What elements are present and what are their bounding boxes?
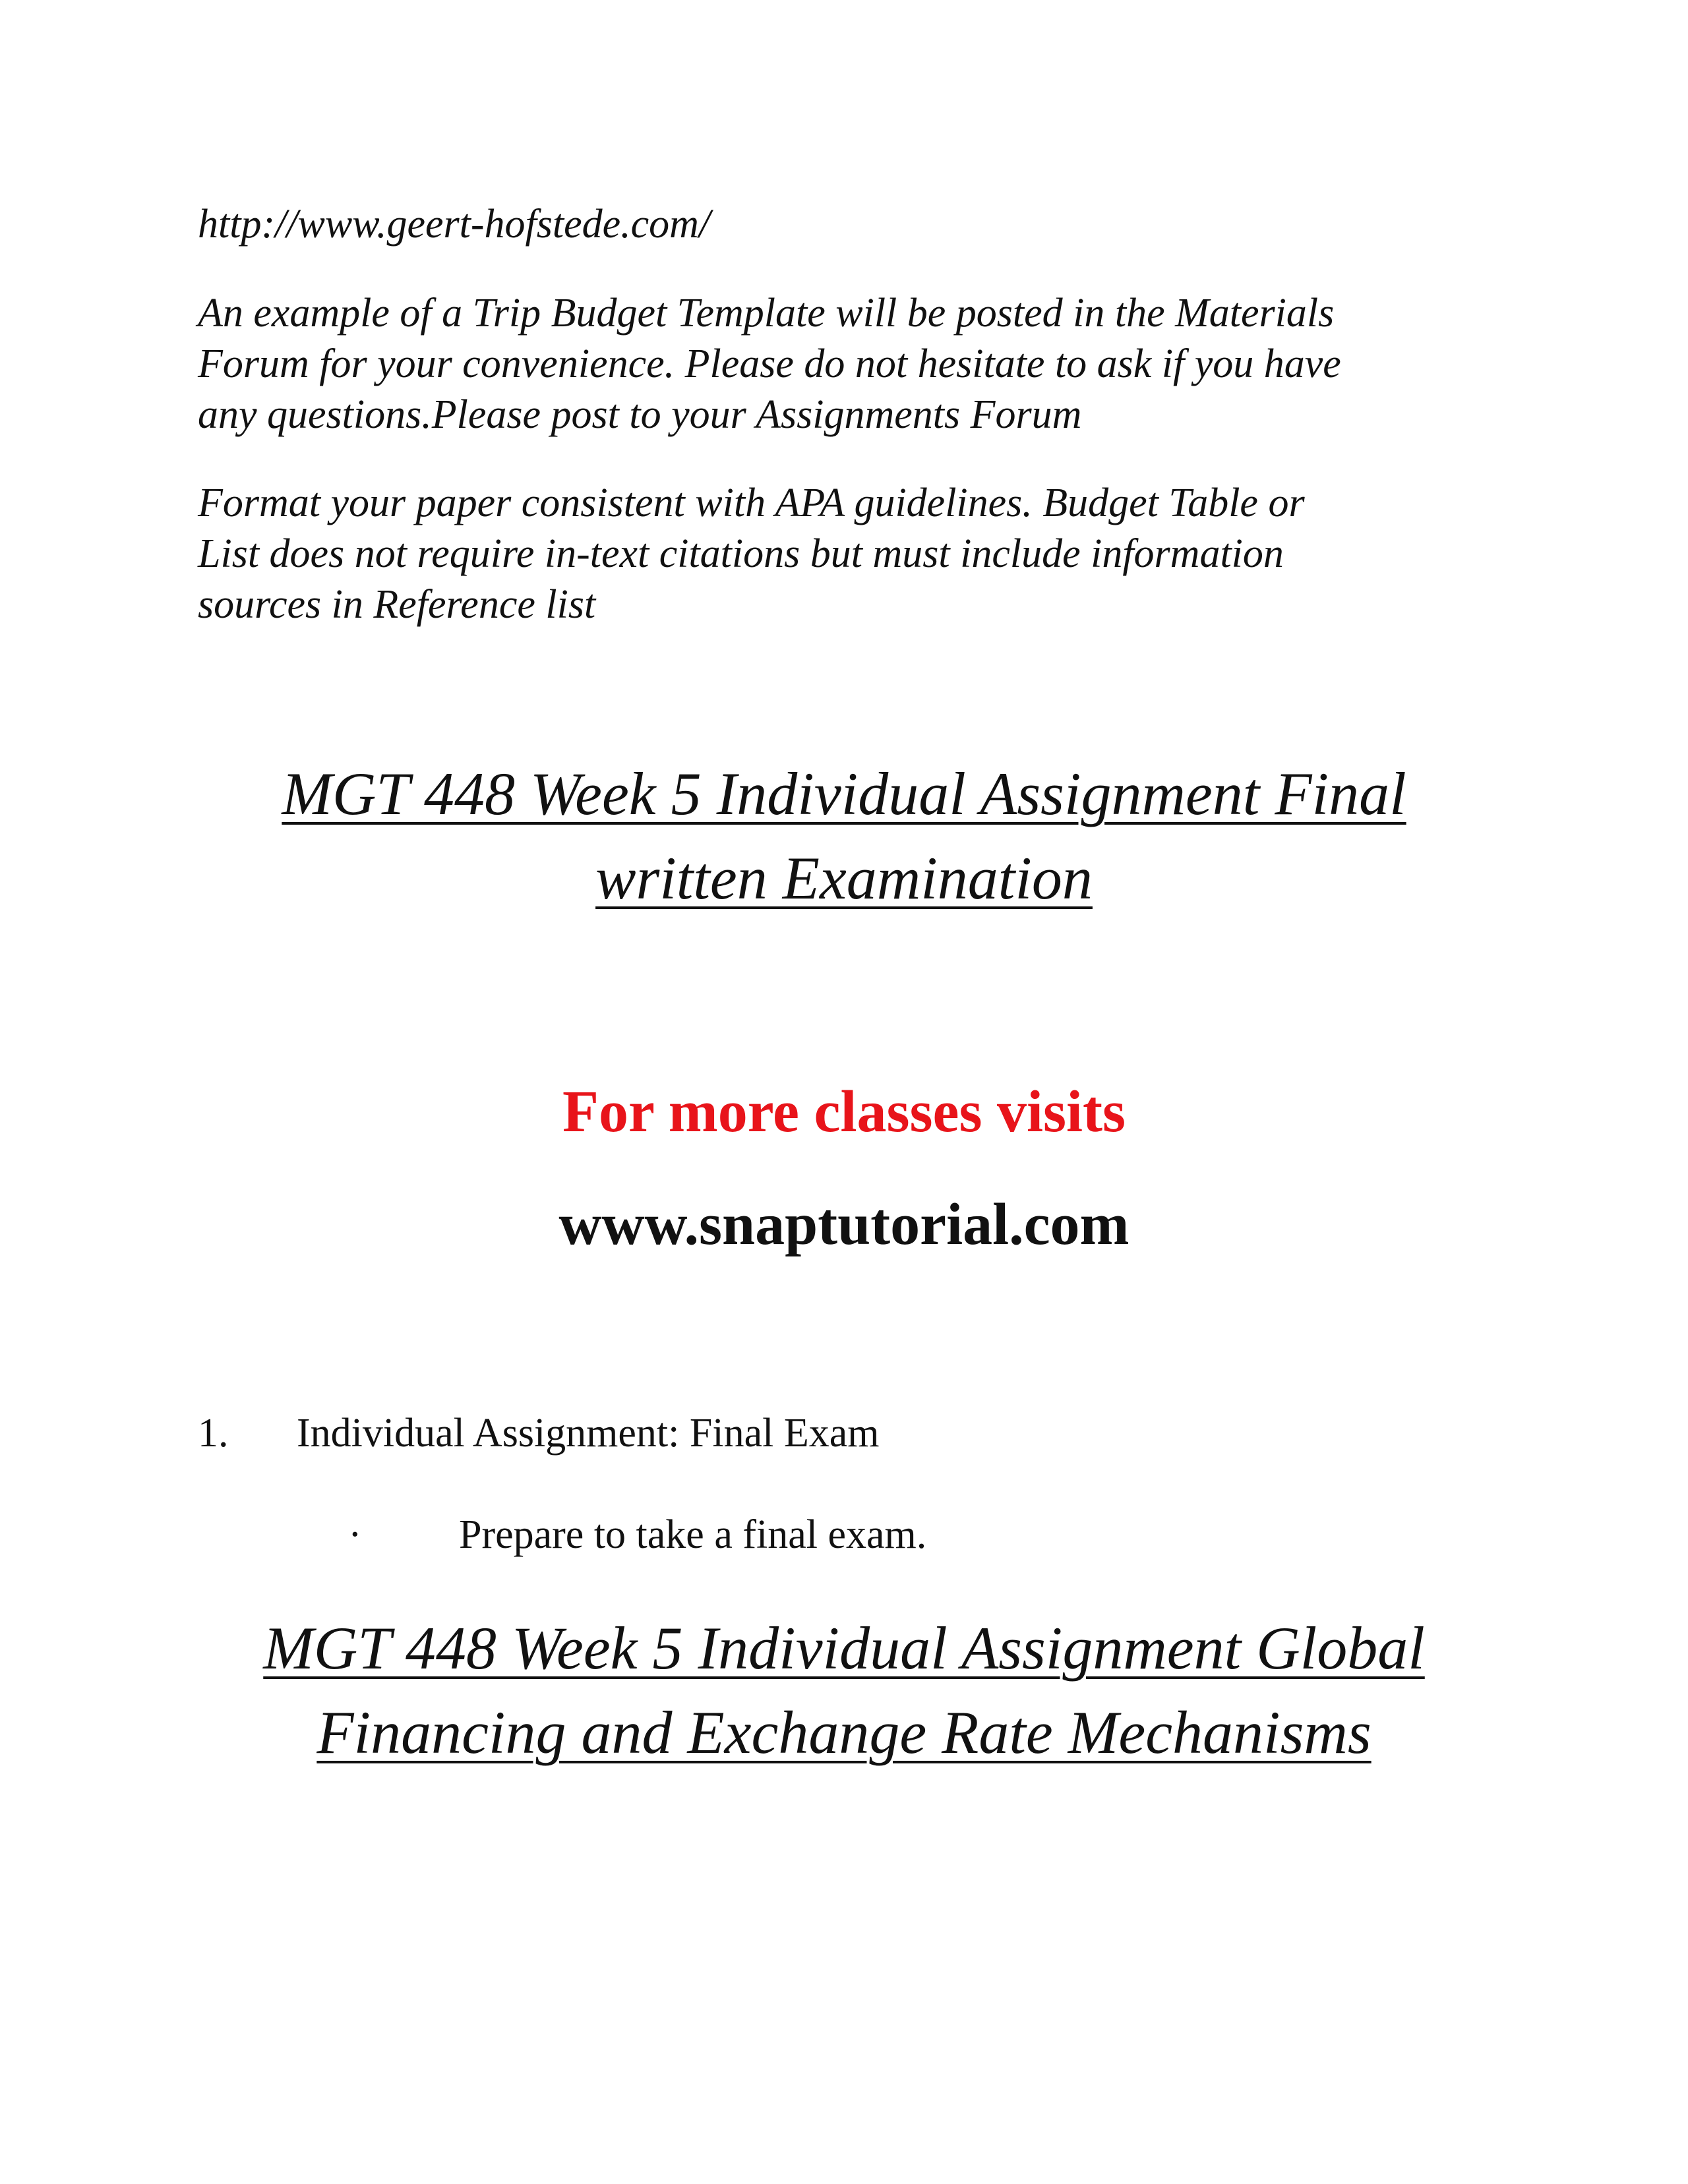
- paragraph-line: List does not require in-text citations but must include information: [198, 531, 1284, 576]
- paragraph-line: Forum for your convenience. Please do not hesitate to ask if you have: [198, 341, 1341, 386]
- heading-line-text: Financing and Exchange Rate Mechanisms: [316, 1699, 1372, 1766]
- promo-headline: For more classes visits: [562, 1079, 1126, 1144]
- paragraph-apa-format: [198, 478, 1490, 630]
- heading-line: [0, 1606, 1688, 1690]
- url-line: [198, 199, 1490, 250]
- heading-final-exam: [0, 752, 1688, 920]
- paragraph-line: any questions.Please post to your Assignments Forum: [198, 392, 1082, 437]
- heading-line-text: MGT 448 Week 5 Individual Assignment Final: [282, 760, 1406, 827]
- paragraph-line: Format your paper consistent with APA guidelines. Budget Table or: [198, 481, 1305, 525]
- paragraph-line: sources in Reference list: [198, 582, 596, 627]
- heading-line: [0, 1690, 1688, 1775]
- promo-website: www.snaptutorial.com: [558, 1192, 1130, 1257]
- heading-line: [0, 836, 1688, 920]
- bullet-item-text: Prepare to take a final exam.: [459, 1512, 927, 1557]
- heading-line-text: MGT 448 Week 5 Individual Assignment Global: [263, 1614, 1425, 1682]
- paragraph-line: An example of a Trip Budget Template will be posted in the Materials: [198, 291, 1335, 336]
- url-text: http://www.geert-hofstede.com/: [198, 202, 711, 247]
- heading-global-financing: [0, 1606, 1688, 1775]
- paragraph-trip-budget: [198, 288, 1490, 440]
- heading-line: [0, 752, 1688, 836]
- heading-line-text: written Examination: [595, 844, 1093, 912]
- bullet-dot-icon: ·: [348, 1512, 362, 1557]
- list-item-number: 1.: [198, 1411, 229, 1456]
- list-item-text: Individual Assignment: Final Exam: [297, 1411, 880, 1456]
